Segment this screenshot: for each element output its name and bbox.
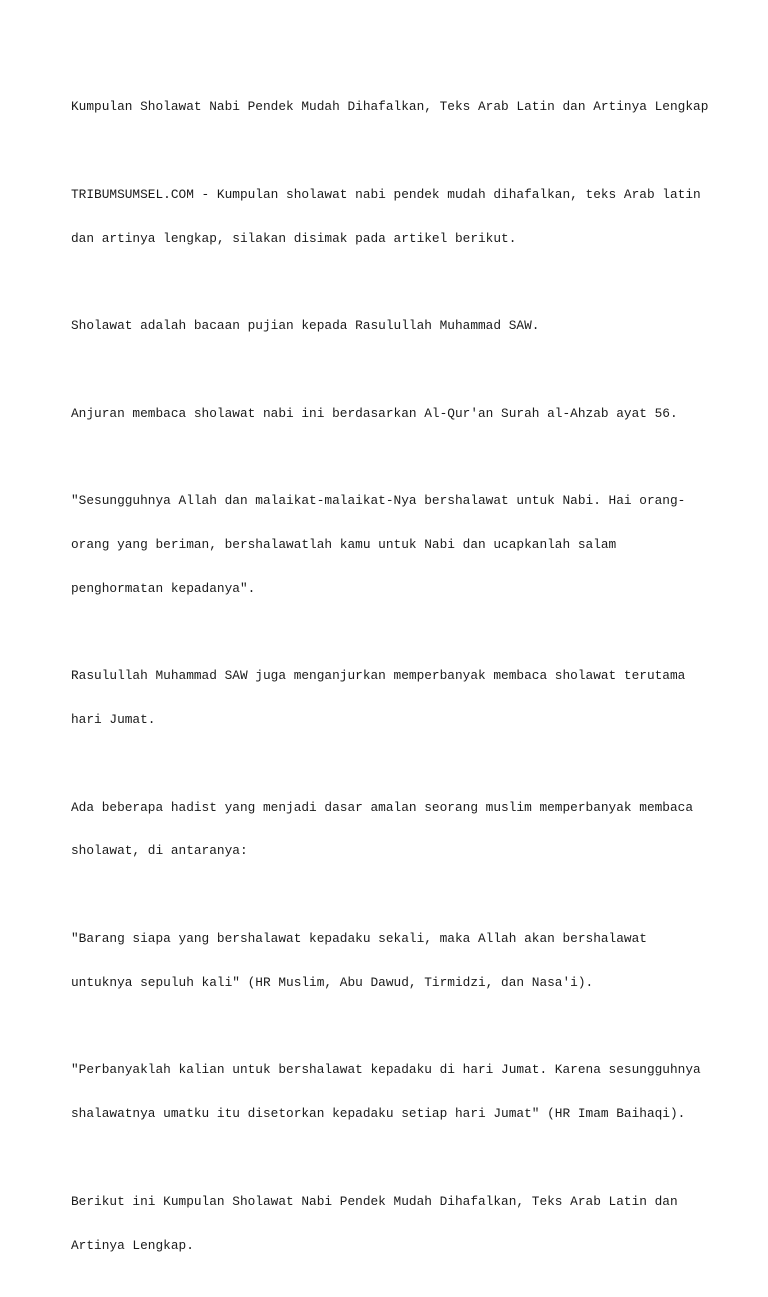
recommendation-paragraph (71, 377, 711, 450)
document-page (71, 71, 711, 1297)
text-line: Artinya Lengkap. (71, 1237, 194, 1253)
text-line: "Barang siapa yang bershalawat kepadaku sekali, maka Allah akan bershalawat (71, 931, 647, 947)
text-line: shalawatnya umatku itu disetorkan kepadaku setiap hari Jumat" (HR Imam Baihaqi). (71, 1106, 686, 1122)
friday-paragraph (71, 640, 711, 757)
text-line: Kumpulan Sholawat Nabi Pendek Mudah Dihafalkan, Teks Arab Latin dan Artinya Lengkap (71, 99, 709, 115)
text-line: orang yang beriman, bershalawatlah kamu untuk Nabi dan ucapkanlah salam (71, 537, 617, 552)
document-title (71, 71, 711, 144)
hadith-quote-paragraph (71, 1034, 711, 1151)
text-line: Ada beberapa hadist yang menjadi dasar amalan seorang muslim memperbanyak membaca (71, 799, 694, 815)
text-line: "Perbanyaklah kalian untuk bershalawat kepadaku di hari Jumat. Karena sesungguhnya (71, 1062, 701, 1078)
text-line: Rasulullah Muhammad SAW juga menganjurkan memperbanyak membaca sholawat terutama (71, 668, 686, 684)
intro-paragraph (71, 159, 711, 276)
text-line: Anjuran membaca sholawat nabi ini berdasarkan Al-Qur'an Surah al-Ahzab ayat 56. (71, 405, 678, 421)
text-line: TRIBUMSUMSEL.COM - Kumpulan sholawat nabi pendek mudah dihafalkan, teks Arab latin (71, 186, 701, 202)
definition-paragraph (71, 290, 711, 363)
text-line: untuknya sepuluh kali" (HR Muslim, Abu Dawud, Tirmidzi, dan Nasa'i). (71, 974, 594, 990)
text-line: sholawat, di antaranya: (71, 843, 248, 859)
text-line: dan artinya lengkap, silakan disimak pada artikel berikut. (71, 230, 517, 246)
text-line: Berikut ini Kumpulan Sholawat Nabi Pendek Mudah Dihafalkan, Teks Arab Latin dan (71, 1193, 678, 1209)
text-line: "Sesungguhnya Allah dan malaikat-malaikat-Nya bershalawat untuk Nabi. Hai orang- (71, 493, 686, 509)
text-line: Sholawat adalah bacaan pujian kepada Rasulullah Muhammad SAW. (71, 318, 540, 334)
text-line: hari Jumat. (71, 712, 156, 728)
quran-quote-paragraph (71, 465, 711, 626)
hadith-quote-paragraph (71, 903, 711, 1020)
text-line: penghormatan kepadanya". (71, 580, 256, 596)
closing-paragraph (71, 1166, 711, 1283)
hadith-intro-paragraph (71, 772, 711, 889)
